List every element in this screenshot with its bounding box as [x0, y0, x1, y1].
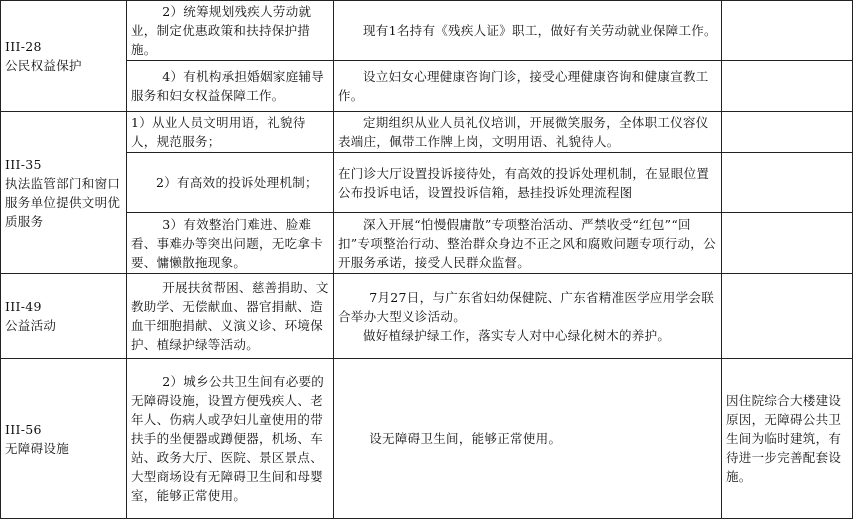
requirement-cell: 4）有机构承担婚姻家庭辅导服务和妇女权益保障工作。: [127, 61, 334, 112]
note-cell: [722, 274, 853, 359]
table-row: [1, 1, 853, 61]
category-title: 无障碍设施: [5, 440, 70, 456]
action-cell: 现有1名持有《残疾人证》职工，做好有关劳动就业保障工作。: [334, 1, 722, 61]
table-row: [1, 61, 853, 112]
table-row: [1, 359, 853, 519]
note-cell: [722, 61, 853, 112]
action-cell: [334, 274, 722, 359]
action-cell: 设无障碍卫生间，能够正常使用。: [334, 359, 722, 519]
table-row: [1, 153, 853, 213]
requirement-cell: 2）有高效的投诉处理机制；: [127, 153, 334, 213]
requirement-cell: 2）城乡公共卫生间有必要的无障碍设施，设置方便残疾人、老年人、伤病人或孕妇儿童使用的带扶手的坐便器或蹲便器，机场、车站、政务大厅、医院、景区景点、大型商场设有无障碍卫生间和母婴室，能够正常使用。: [127, 359, 334, 519]
note-cell: [722, 153, 853, 213]
category-code: III-56: [5, 421, 42, 437]
category-cell: [1, 359, 127, 519]
category-title: 公民权益保护: [5, 58, 82, 73]
action-cell: 深入开展“怕慢假庸散”专项整治活动、严禁收受“红包”“回扣”专项整治行动、整治群众身边不正之风和腐败问题专项行动，公开服务承诺，接受人民群众监督。: [334, 213, 722, 274]
action-line: 做好植绿护绿工作，落实专人对中心绿化树木的养护。: [363, 327, 671, 343]
table-row: [1, 213, 853, 274]
requirement-cell: 2）统筹规划残疾人劳动就业，制定优惠政策和扶持保护措施。: [127, 1, 334, 61]
requirement-cell: 3）有效整治门难进、脸难看、事难办等突出问题，无吃拿卡要、慵懒散拖现象。: [127, 213, 334, 274]
table-row: [1, 112, 853, 153]
action-cell: 在门诊大厅设置投诉接待处，有高效的投诉处理机制，在显眼位置公布投诉电话，设置投诉信箱，悬挂投诉处理流程图: [334, 153, 722, 213]
note-cell: [722, 213, 853, 274]
note-cell: 因住院综合大楼建设原因，无障碍公共卫生间为临时建筑，有待进一步完善配套设施。: [722, 359, 853, 519]
requirement-cell: 1）从业人员文明用语，礼貌待人，规范服务；: [127, 112, 334, 153]
action-cell: 定期组织从业人员礼仪培训，开展微笑服务，全体职工仪容仪表端庄，佩带工作牌上岗，文明用语、礼貌待人。: [334, 112, 722, 153]
requirement-cell: 开展扶贫帮困、慈善捐助、文教助学、无偿献血、器官捐献、造血干细胞捐献、义演义诊、环境保护、植绿护绿等活动。: [127, 274, 334, 359]
category-title: 公益活动: [5, 318, 57, 333]
category-code: III-28: [5, 39, 42, 54]
action-line: 7月27日，与广东省妇幼保健院、广东省精准医学应用学会联合举办大型义诊活动。: [338, 289, 715, 324]
category-cell: [1, 112, 127, 274]
action-cell: 设立妇女心理健康咨询门诊，接受心理健康咨询和健康宣教工作。: [334, 61, 722, 112]
category-code: III-35: [5, 156, 42, 172]
category-cell: [1, 1, 127, 112]
table-row: [1, 274, 853, 359]
note-cell: [722, 112, 853, 153]
note-cell: [722, 1, 853, 61]
category-title: 执法监管部门和窗口服务单位提供文明优质服务: [5, 175, 121, 229]
category-code: III-49: [5, 299, 42, 314]
category-cell: [1, 274, 127, 359]
